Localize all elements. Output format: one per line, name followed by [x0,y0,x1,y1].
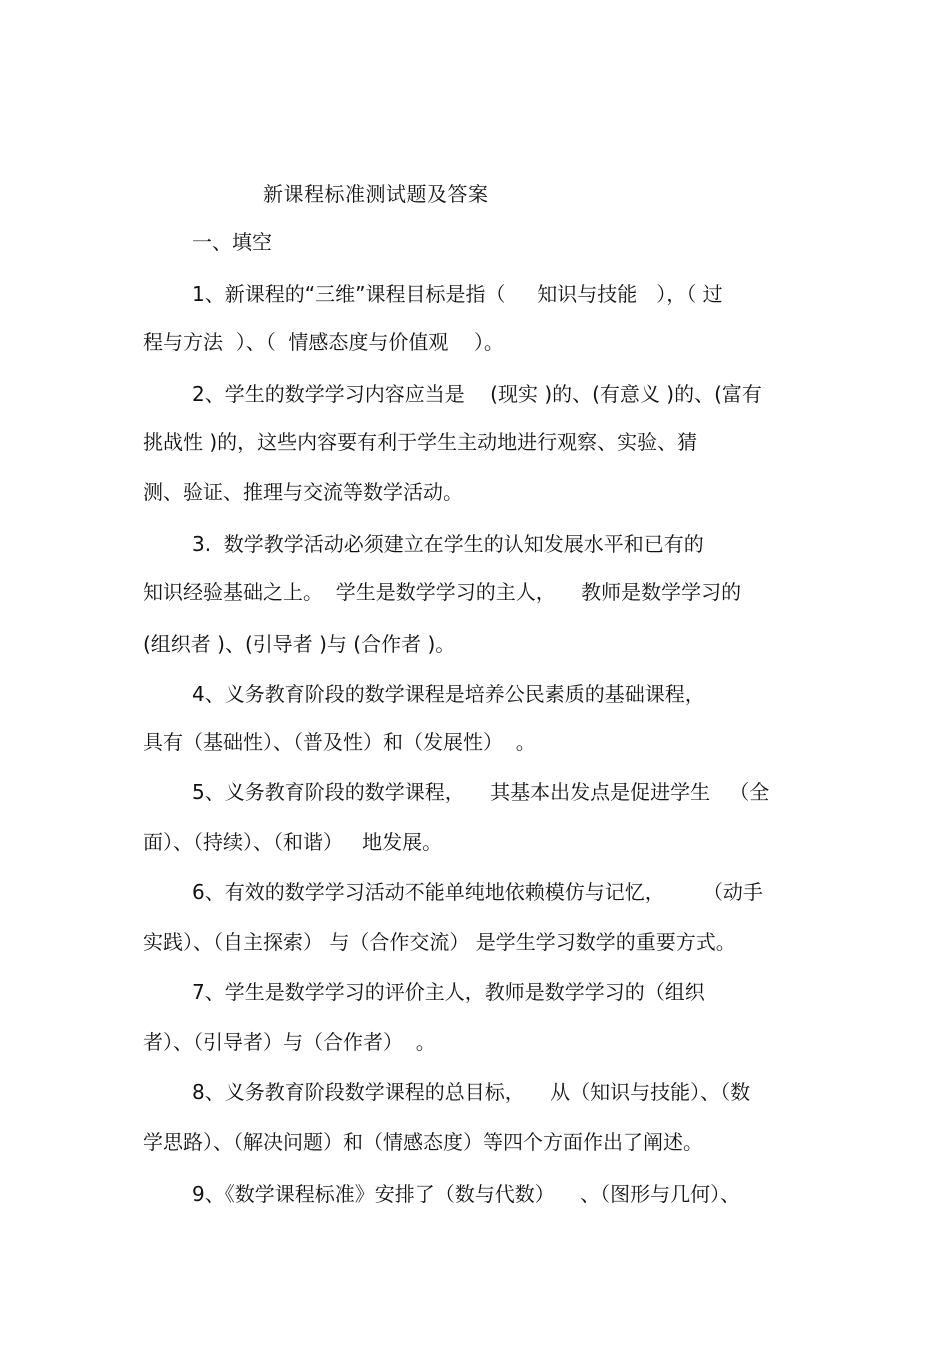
text-line: 2、学生的数学学习内容应当是 (现实 )的、(有意义 )的、(富有 [192,382,762,406]
text-line: 5、义务教育阶段的数学课程， 其基本出发点是促进学生 （全 [192,780,770,804]
text-line: 实践）、（自主探索） 与（合作交流） 是学生学习数学的重要方式。 [143,930,736,954]
text-line: (组织者 )、(引导者 )与 (合作者 )。 [143,632,456,656]
text-line: 面）、（持续）、（和谐） 地发展。 [143,830,443,854]
text-line: 知识经验基础之上。 学生是数学学习的主人， 教师是数学学习的 [143,580,742,604]
text-line: 7、学生是数学学习的评价主人，教师是数学学习的（组织 [192,980,705,1004]
text-line: 8、义务教育阶段数学课程的总目标， 从（知识与技能）、（数 [192,1080,751,1104]
text-line: 9、《数学课程标准》安排了（数与代数） 、（图形与几何）、 [192,1182,741,1206]
text-line: 4、义务教育阶段的数学课程是培养公民素质的基础课程， [192,682,705,706]
text-line: 挑战性 )的，这些内容要有利于学生主动地进行观察、实验、猜 [143,430,698,454]
document-title: 新课程标准测试题及答案 [263,182,489,206]
text-line: 程与方法 ）、（ 情感态度与价值观 ）。 [143,330,504,354]
section-heading: 一、填空 [192,230,272,254]
text-line: 1、新课程的“三维”课程目标是指（ 知识与技能 ），（ 过 [192,282,723,306]
text-line: 3. 数学教学活动必须建立在学生的认知发展水平和已有的 [192,532,704,556]
text-line: 学思路）、（解决问题）和（情感态度）等四个方面作出了阐述。 [143,1130,703,1154]
text-line: 具有（基础性）、（普及性）和（发展性） 。 [143,730,536,754]
text-line: 测、验证、推理与交流等数学活动。 [143,480,463,504]
text-line: 者）、（引导者）与（合作者） 。 [143,1030,436,1054]
text-line: 6、有效的数学学习活动不能单纯地依赖模仿与记忆， （动手 [192,880,763,904]
